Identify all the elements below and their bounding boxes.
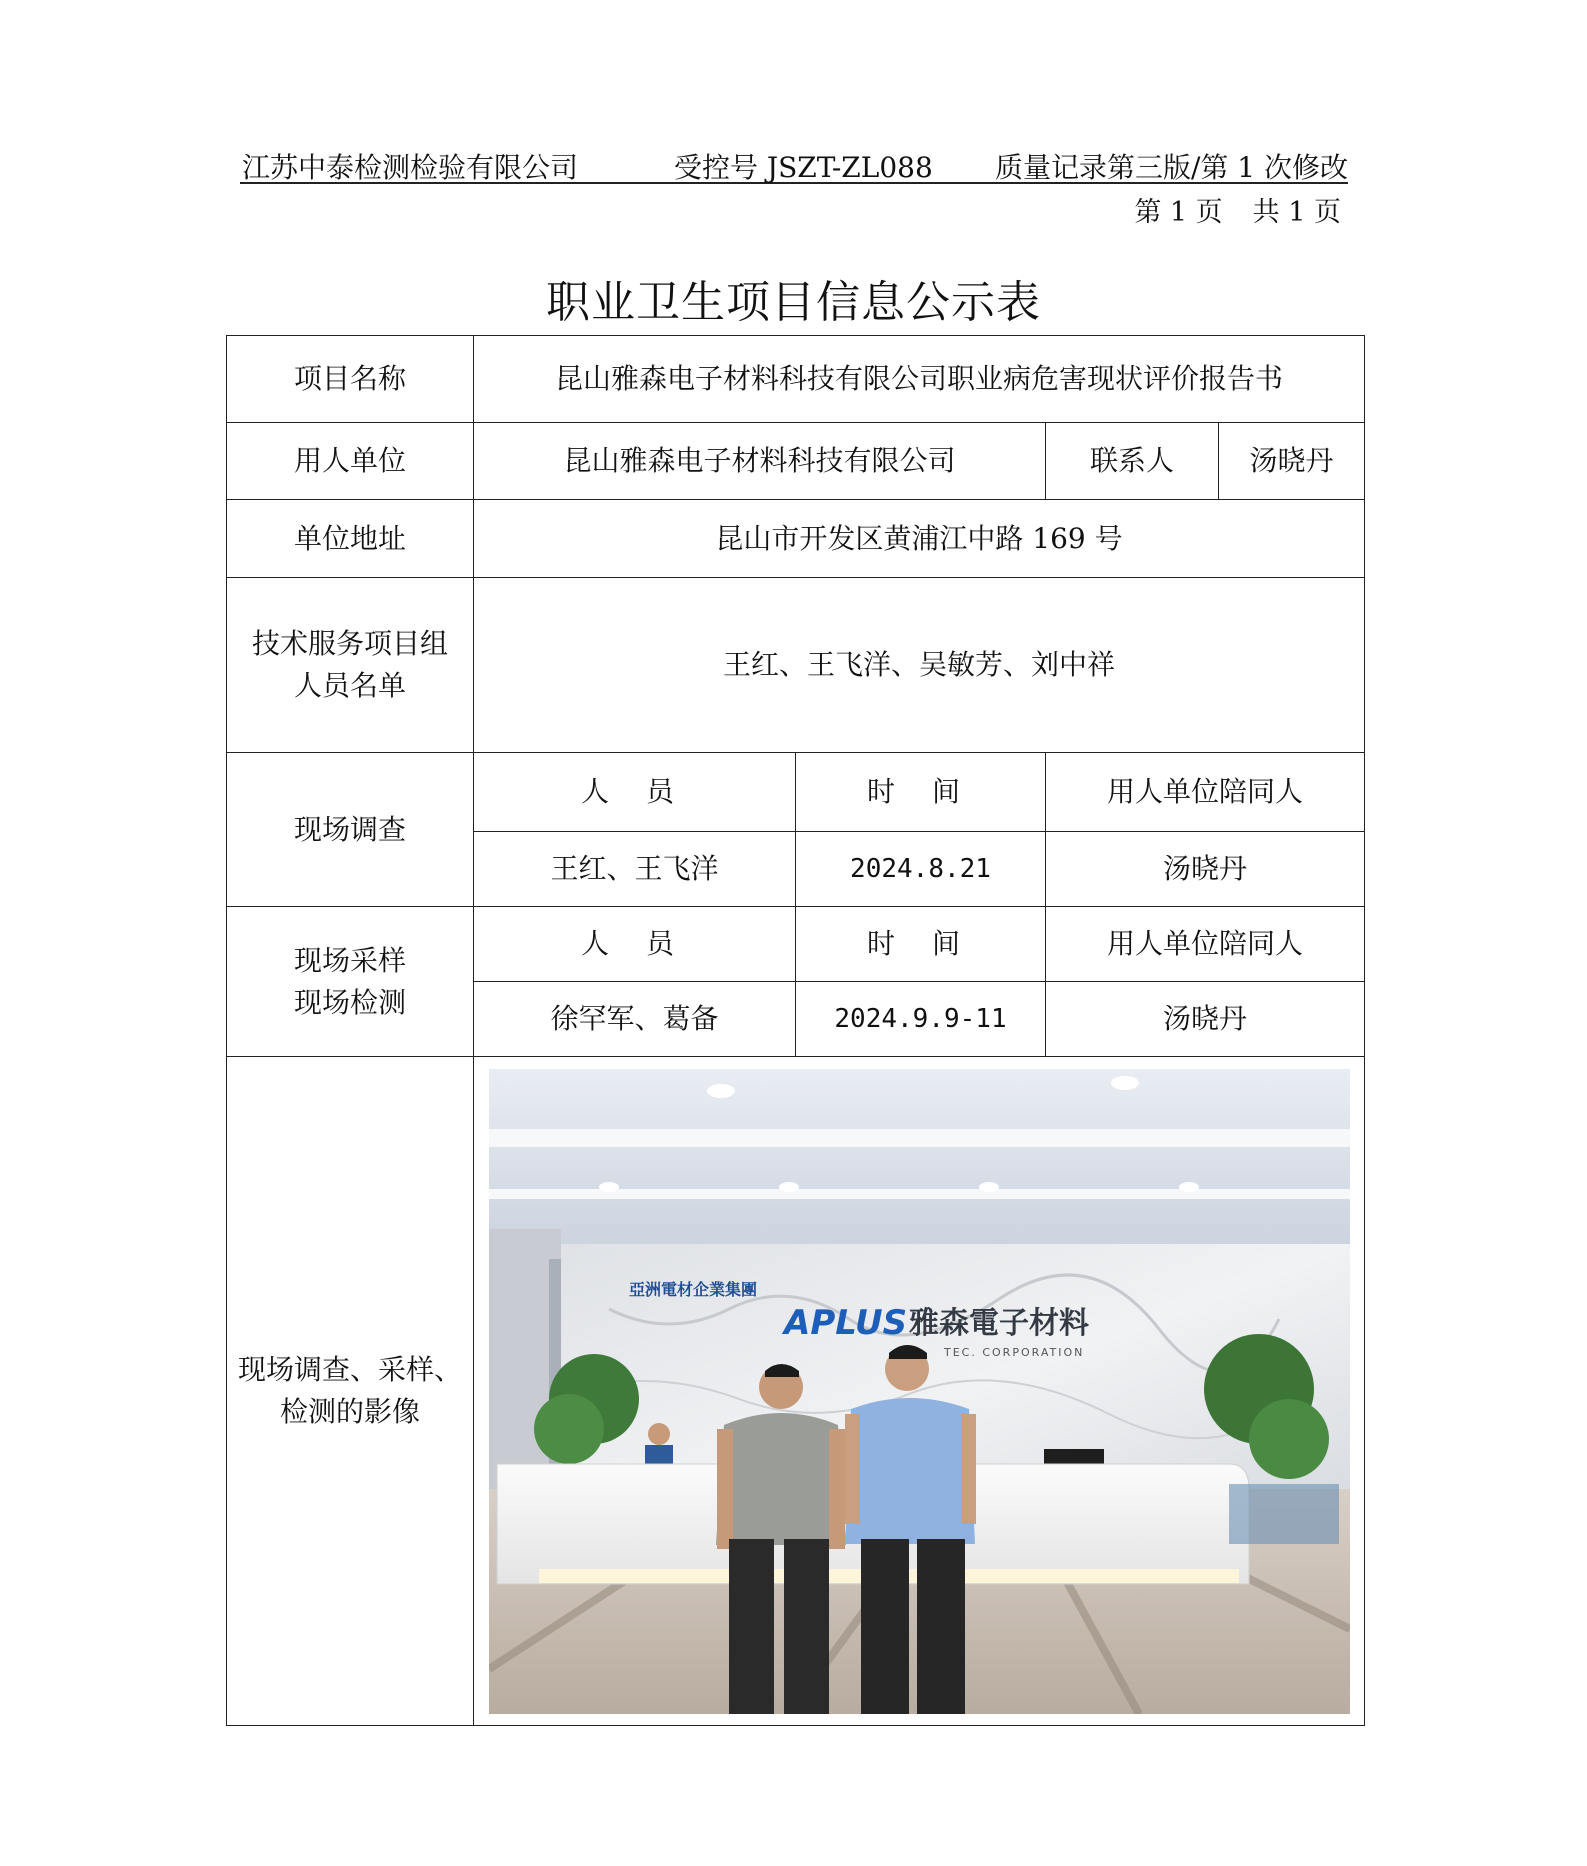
wall-name: 雅森電子材料 — [908, 1305, 1089, 1341]
ceiling-light — [599, 1182, 619, 1192]
ceiling-light — [779, 1182, 799, 1192]
info-table — [226, 335, 1365, 1726]
page-header — [240, 140, 1348, 184]
survey-escort: 汤晓丹 — [1046, 832, 1365, 907]
row-team — [227, 578, 1365, 753]
person-left-shirt — [716, 1413, 846, 1545]
sampling-label-line1: 现场采样 — [293, 943, 406, 977]
person-right-shirt — [845, 1398, 975, 1544]
team-value: 王红、王飞洋、吴敏芳、刘中祥 — [474, 578, 1365, 753]
row-survey-header — [227, 753, 1365, 832]
ceiling-light — [979, 1182, 999, 1192]
ceiling — [489, 1069, 1350, 1269]
sampling-col-person: 人 员 — [474, 907, 796, 982]
team-label-line2: 人员名单 — [293, 669, 406, 702]
photo-label-line2: 检测的影像 — [279, 1395, 420, 1428]
row-employer — [227, 423, 1365, 500]
person-left-leg — [784, 1539, 829, 1714]
team-label — [227, 578, 474, 753]
project-label: 项目名称 — [227, 336, 474, 423]
survey-time: 2024.8.21 — [796, 832, 1046, 907]
ceiling-light — [1179, 1182, 1199, 1192]
sampling-person: 徐罕军、葛备 — [474, 982, 796, 1057]
sampling-col-time: 时 间 — [796, 907, 1046, 982]
header-control-number: 受控号 JSZT-ZL088 — [674, 151, 933, 184]
row-project — [227, 336, 1365, 423]
contact-label: 联系人 — [1046, 423, 1219, 500]
row-sampling-header — [227, 907, 1365, 982]
ceiling-light — [707, 1084, 735, 1098]
address-value: 昆山市开发区黄浦江中路 169 号 — [474, 500, 1365, 578]
wall-sub: TEC. CORPORATION — [943, 1345, 1084, 1359]
contact-value: 汤晓丹 — [1219, 423, 1365, 500]
wall-logo: APLUS — [783, 1302, 907, 1343]
plant-left — [534, 1394, 604, 1464]
team-label-line1: 技术服务项目组 — [251, 627, 448, 660]
survey-col-person: 人 员 — [474, 753, 796, 832]
sampling-escort: 汤晓丹 — [1046, 982, 1365, 1057]
page-number — [1134, 190, 1341, 229]
employer-value: 昆山雅森电子材料科技有限公司 — [474, 423, 1046, 500]
photo-label-line1: 现场调查、采样、 — [237, 1353, 462, 1386]
document-title: 职业卫生项目信息公示表 — [546, 277, 1041, 328]
person-right-leg — [917, 1539, 965, 1714]
sampling-time: 2024.9.9-11 — [796, 982, 1046, 1057]
row-address — [227, 500, 1365, 578]
photo-cell — [474, 1057, 1365, 1726]
page-current: 第 1 页 — [1134, 197, 1223, 228]
receptionist-head — [648, 1423, 670, 1445]
survey-label: 现场调查 — [227, 753, 474, 907]
person-left-arm — [829, 1429, 845, 1549]
site-photo-illustration — [489, 1069, 1350, 1714]
ceiling-light — [1111, 1076, 1139, 1090]
site-photo — [489, 1069, 1350, 1714]
survey-person: 王红、王飞洋 — [474, 832, 796, 907]
row-photo — [227, 1057, 1365, 1726]
header-company: 江苏中泰检测检验有限公司 — [242, 151, 579, 184]
project-value: 昆山雅森电子材料科技有限公司职业病危害现状评价报告书 — [474, 336, 1365, 423]
survey-col-time: 时 间 — [796, 753, 1046, 832]
survey-col-escort: 用人单位陪同人 — [1046, 753, 1365, 832]
address-label: 单位地址 — [227, 500, 474, 578]
sampling-label-line2: 现场检测 — [293, 985, 406, 1019]
person-right-arm — [845, 1414, 860, 1524]
boxes — [1229, 1484, 1339, 1544]
plant-right — [1249, 1399, 1329, 1479]
photo-label — [227, 1057, 474, 1726]
person-right-arm — [961, 1414, 976, 1524]
sampling-label — [227, 907, 474, 1057]
person-left-leg — [729, 1539, 774, 1714]
person-left-arm — [717, 1429, 733, 1549]
employer-label: 用人单位 — [227, 423, 474, 500]
ceiling-band — [489, 1129, 1350, 1147]
page-total: 共 1 页 — [1252, 197, 1341, 228]
ceiling-band-2 — [489, 1189, 1350, 1199]
header-quality-record: 质量记录第三版/第 1 次修改 — [994, 151, 1348, 184]
sampling-col-escort: 用人单位陪同人 — [1046, 907, 1365, 982]
wall-sign-group: 亞洲電材企業集團 — [628, 1279, 757, 1299]
person-right-leg — [861, 1539, 909, 1714]
